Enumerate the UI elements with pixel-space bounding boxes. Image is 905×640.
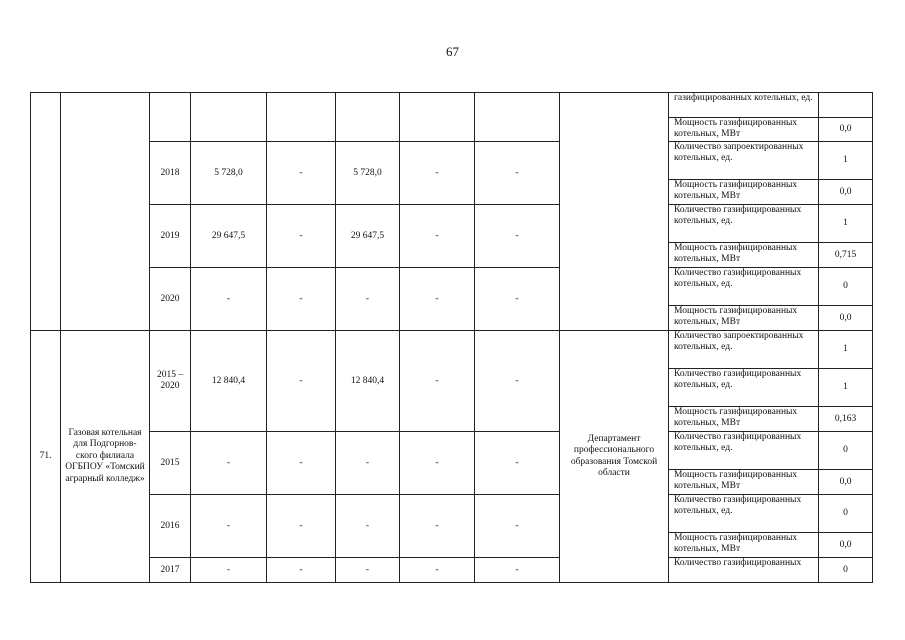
- indicator-name: Количество газифицированных котельных, ед.: [669, 205, 819, 243]
- other-cell: -: [475, 142, 560, 205]
- indicator-value: 1: [819, 205, 873, 243]
- federal-cell: -: [267, 558, 336, 583]
- indicator-value: 0: [819, 268, 873, 306]
- municipal-cell: -: [400, 205, 475, 268]
- federal-cell: -: [267, 331, 336, 432]
- indicator-value: 0,0: [819, 180, 873, 205]
- indicator-name: Количество запроектированных котельных, ед.: [669, 331, 819, 369]
- table-row: [31, 432, 873, 470]
- indicator-value: 1: [819, 142, 873, 180]
- indicator-value: [819, 93, 873, 118]
- total-cell: -: [191, 558, 267, 583]
- indicator-name: газифицированных котельных, ед.: [669, 93, 819, 118]
- total-cell: 29 647,5: [191, 205, 267, 268]
- year-cell: 2015 – 2020: [150, 331, 191, 432]
- indicator-value: 0,0: [819, 306, 873, 331]
- municipal-cell: -: [400, 495, 475, 558]
- department-cell: Департамент профессионального образования Томской области: [560, 331, 669, 583]
- year-cell: 2019: [150, 205, 191, 268]
- year-cell: 2016: [150, 495, 191, 558]
- regional-cell: 29 647,5: [336, 205, 400, 268]
- indicator-value: 0,0: [819, 533, 873, 558]
- other-cell: -: [475, 495, 560, 558]
- indicator-name: Мощность газифицированных котельных, МВт: [669, 470, 819, 495]
- year-cell: [150, 93, 191, 142]
- municipal-cell: -: [400, 142, 475, 205]
- indicator-value: 1: [819, 369, 873, 407]
- indicator-name: Мощность газифицированных котельных, МВт: [669, 118, 819, 142]
- indicator-name: Мощность газифицированных котельных, МВт: [669, 306, 819, 331]
- department-cell: [560, 93, 669, 331]
- indicator-value: 0: [819, 558, 873, 583]
- regional-cell: 12 840,4: [336, 331, 400, 432]
- other-cell: -: [475, 558, 560, 583]
- indicator-name: Количество газифицированных котельных, ед.: [669, 268, 819, 306]
- object-name-cell: Газовая котельная для Подгорнов-ского филиала ОГБПОУ «Томский аграрный колледж»: [61, 331, 150, 583]
- year-cell: 2017: [150, 558, 191, 583]
- indicator-name: Мощность газифицированных котельных, МВт: [669, 180, 819, 205]
- total-cell: 5 728,0: [191, 142, 267, 205]
- regional-cell: [336, 93, 400, 142]
- other-cell: -: [475, 268, 560, 331]
- table-row: [31, 142, 873, 180]
- indicator-name: Количество газифицированных котельных, ед.: [669, 432, 819, 470]
- item-number-cell: [31, 93, 61, 331]
- other-cell: -: [475, 331, 560, 432]
- page-number: 67: [446, 44, 459, 59]
- indicator-value: 0,715: [819, 243, 873, 268]
- table-row: [31, 93, 873, 118]
- indicator-value: 0,0: [819, 470, 873, 495]
- year-cell: 2015: [150, 432, 191, 495]
- indicator-value: 1: [819, 331, 873, 369]
- federal-cell: -: [267, 142, 336, 205]
- indicator-name: Количество газифицированных котельных, ед.: [669, 369, 819, 407]
- regional-cell: -: [336, 495, 400, 558]
- table-row: [31, 331, 873, 369]
- regional-cell: -: [336, 558, 400, 583]
- indicator-name: Количество газифицированных: [669, 558, 819, 583]
- indicator-name: Количество запроектированных котельных, ед.: [669, 142, 819, 180]
- federal-cell: [267, 93, 336, 142]
- indicator-value: 0: [819, 495, 873, 533]
- federal-cell: -: [267, 205, 336, 268]
- other-cell: -: [475, 432, 560, 495]
- municipal-cell: -: [400, 331, 475, 432]
- indicator-value: 0: [819, 432, 873, 470]
- year-cell: 2018: [150, 142, 191, 205]
- total-cell: 12 840,4: [191, 331, 267, 432]
- indicator-value: 0,163: [819, 407, 873, 432]
- regional-cell: 5 728,0: [336, 142, 400, 205]
- indicator-name: Мощность газифицированных котельных, МВт: [669, 533, 819, 558]
- municipal-cell: [400, 93, 475, 142]
- other-cell: [475, 93, 560, 142]
- municipal-cell: -: [400, 432, 475, 495]
- total-cell: -: [191, 495, 267, 558]
- total-cell: -: [191, 432, 267, 495]
- table-row: [31, 558, 873, 583]
- federal-cell: -: [267, 268, 336, 331]
- table-row: [31, 205, 873, 243]
- federal-cell: -: [267, 432, 336, 495]
- total-cell: [191, 93, 267, 142]
- year-cell: 2020: [150, 268, 191, 331]
- municipal-cell: -: [400, 268, 475, 331]
- municipal-cell: -: [400, 558, 475, 583]
- table-row: [31, 268, 873, 306]
- indicator-name: Мощность газифицированных котельных, МВт: [669, 407, 819, 432]
- federal-cell: -: [267, 495, 336, 558]
- other-cell: -: [475, 205, 560, 268]
- total-cell: -: [191, 268, 267, 331]
- indicator-value: 0,0: [819, 118, 873, 142]
- regional-cell: -: [336, 432, 400, 495]
- regional-cell: -: [336, 268, 400, 331]
- indicator-name: Мощность газифицированных котельных, МВт: [669, 243, 819, 268]
- item-number-cell: 71.: [31, 331, 61, 583]
- indicator-name: Количество газифицированных котельных, ед.: [669, 495, 819, 533]
- object-name-cell: [61, 93, 150, 331]
- program-table: [30, 92, 873, 583]
- table-row: [31, 495, 873, 533]
